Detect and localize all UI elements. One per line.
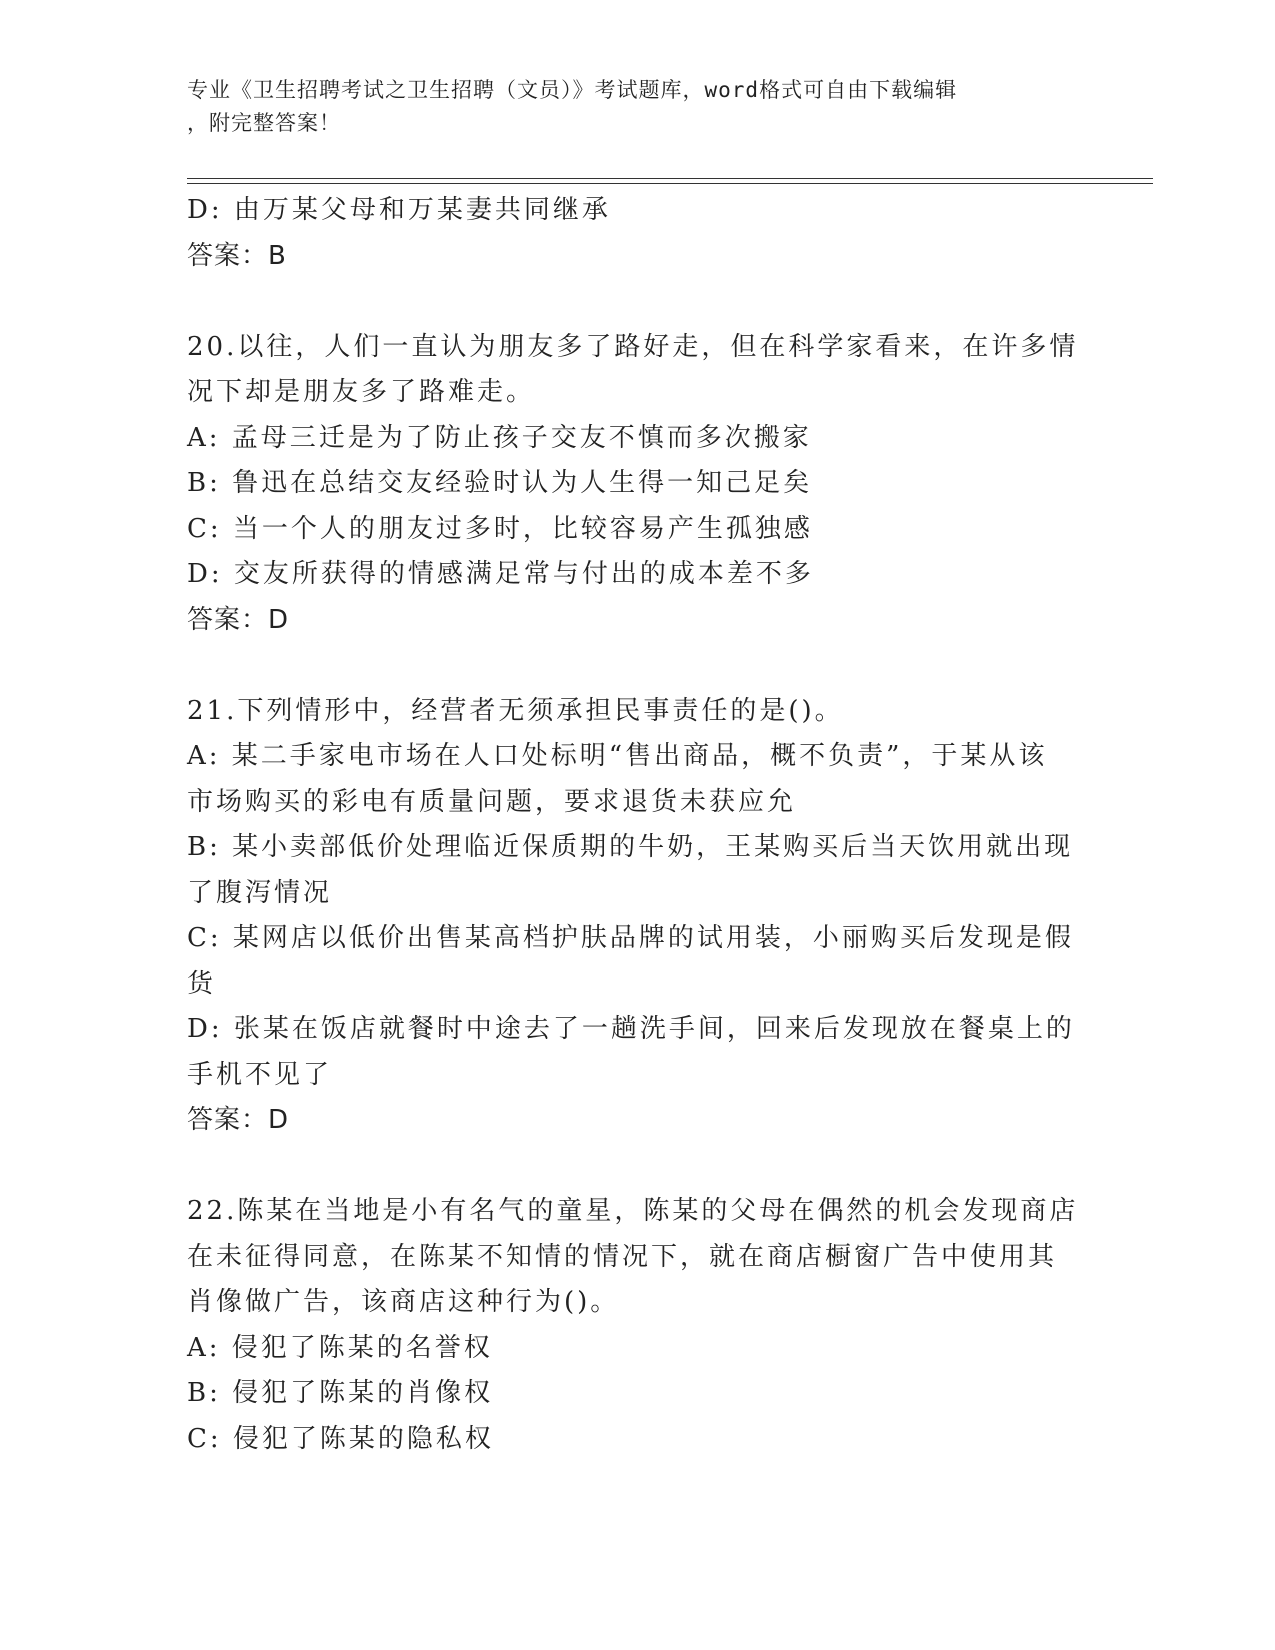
header-line-2: ，附完整答案！ <box>187 111 341 135</box>
option-b: B: 鲁迅在总结交友经验时认为人生得一知己足矣 <box>187 468 813 498</box>
option-a-cont: 市场购买的彩电有质量问题，要求退货未获应允 <box>187 786 797 817</box>
header-line-1: 专业《卫生招聘考试之卫生招聘（文员）》考试题库，word格式可自由下载编辑 <box>187 78 958 102</box>
question-22 <box>187 1189 1087 1462</box>
answer-label: 答案：D <box>187 604 290 635</box>
question-stem-cont: 肖像做广告，该商店这种行为()。 <box>187 1287 620 1317</box>
option-b: B: 侵犯了陈某的肖像权 <box>187 1378 494 1408</box>
question-content <box>187 188 1087 1462</box>
option-a: A: 孟母三迁是为了防止孩子交友不慎而多次搬家 <box>187 422 812 453</box>
option-a: A: 侵犯了陈某的名誉权 <box>187 1332 493 1363</box>
question-21 <box>187 689 1087 1144</box>
option-c-cont: 货 <box>187 968 217 999</box>
option-b-cont: 了腹泻情况 <box>187 877 333 908</box>
option-d: D: 张某在饭店就餐时中途去了一趟洗手间，回来后发现放在餐桌上的 <box>187 1014 1075 1044</box>
option-d: D: 交友所获得的情感满足常与付出的成本差不多 <box>187 559 814 589</box>
question-20 <box>187 325 1087 644</box>
option-b: B: 某小卖部低价处理临近保质期的牛奶，王某购买后当天饮用就出现 <box>187 832 1074 862</box>
question-stem: 20.以往，人们一直认为朋友多了路好走，但在科学家看来，在许多情 <box>187 331 1079 362</box>
option-d: D: 由万某父母和万某妻共同继承 <box>187 195 611 225</box>
option-c: C: 当一个人的朋友过多时，比较容易产生孤独感 <box>187 513 813 544</box>
question-stem-cont: 况下却是朋友多了路难走。 <box>187 377 536 407</box>
question-stem: 21.下列情形中，经营者无须承担民事责任的是()。 <box>187 695 844 726</box>
option-d-cont: 手机不见了 <box>187 1059 333 1090</box>
question-stem-cont: 在未征得同意，在陈某不知情的情况下，就在商店橱窗广告中使用其 <box>187 1241 1058 1272</box>
header-divider-top <box>187 178 1153 179</box>
question-stem: 22.陈某在当地是小有名气的童星，陈某的父母在偶然的机会发现商店 <box>187 1196 1079 1226</box>
header-divider-bottom <box>187 183 1153 184</box>
page-header <box>187 74 1067 140</box>
option-c: C: 某网店以低价出售某高档护肤品牌的试用装，小丽购买后发现是假 <box>187 923 1074 953</box>
option-c: C: 侵犯了陈某的隐私权 <box>187 1423 494 1454</box>
answer-label: 答案：B <box>187 240 287 271</box>
answer-label: 答案：D <box>187 1105 290 1135</box>
option-a: A: 某二手家电市场在人口处标明“售出商品，概不负责”，于某从该 <box>187 741 1048 771</box>
